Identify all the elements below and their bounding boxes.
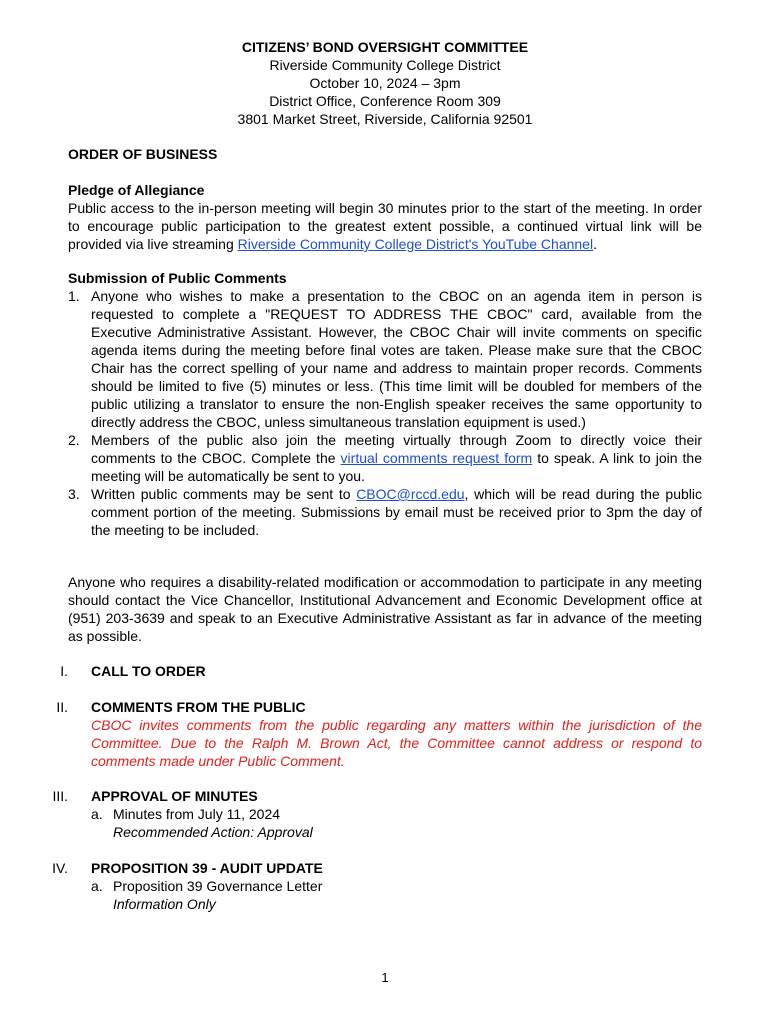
section-numeral: II. — [56, 699, 68, 715]
list-item-text: Members of the public also join the meeting virtually through Zoom to directly voice their comments to the CBOC. Complete the — [91, 432, 702, 466]
agenda-item-letter: a. — [91, 806, 103, 822]
list-item-number: 1. — [68, 288, 80, 304]
pledge-section — [68, 181, 702, 253]
district-name: Riverside Community College District — [269, 57, 501, 73]
agenda-item-letter: a. — [91, 878, 103, 894]
cboc-email-link[interactable]: CBOC@rccd.edu — [356, 486, 465, 502]
pledge-text-end: . — [593, 236, 597, 252]
public-comments-heading: Submission of Public Comments — [68, 270, 287, 286]
meeting-date: October 10, 2024 – 3pm — [309, 75, 461, 91]
pledge-text — [68, 199, 702, 253]
agenda-item-text: Proposition 39 Governance Letter — [113, 878, 323, 894]
committee-title: CITIZENS’ BOND OVERSIGHT COMMITTEE — [241, 39, 529, 55]
list-item-number: 3. — [68, 486, 80, 502]
section-numeral: I. — [60, 663, 68, 679]
virtual-comments-form-link[interactable]: virtual comments request form — [340, 450, 533, 466]
agenda-item-text: Minutes from July 11, 2024 — [113, 806, 281, 822]
list-item-text-end: , which will be read during the public comment portion of the meeting. Submissions by email must be received prior to 3pm the day of the meeting to be included. — [91, 486, 703, 538]
agenda-header — [0, 38, 770, 128]
section-title: APPROVAL OF MINUTES — [91, 788, 258, 804]
agenda-item — [91, 877, 702, 913]
youtube-channel-link[interactable]: Riverside Community College District's YouTube Channel — [237, 236, 594, 252]
list-item — [68, 431, 702, 485]
list-item-text: Anyone who wishes to make a presentation to the CBOC on an agenda item in person is requested to complete a "REQUEST TO ADDRESS THE CBOC" card, available from the Executive Administrative Assistant. However, the CBOC Chair will invite comments on specific agenda items during the meeting before final votes are taken. Please make sure that the CBOC Chair has the correct spelling of your name and address to maintain proper records. Comments should be limited to five (5) minutes or less. (This time limit will be doubled for members of the public utilizing a translator to ensure the non-English speaker receives the same opportunity to directly address the CBOC, unless simultaneous translation equipment is used.) — [91, 288, 702, 430]
accommodation-notice: Anyone who requires a disability-related modification or accommodation to participate in any meeting should contact the Vice Chancellor, Institutional Advancement and Economic Development office at (951) 203-3639 and speak to an Executive Administrative Assistant as far in advance of the meeting as possible. — [68, 574, 702, 644]
section-numeral: III. — [52, 788, 68, 804]
public-comments-section — [68, 269, 702, 539]
list-item-number: 2. — [68, 432, 80, 448]
list-item — [68, 287, 702, 431]
section-title: PROPOSITION 39 - AUDIT UPDATE — [91, 860, 323, 876]
public-comment-note: CBOC invites comments from the public regarding any matters within the jurisdiction of the Committee. Due to the Ralph M. Brown Act, the Committee cannot address or respond to comments made under Public Comment. — [91, 717, 702, 769]
page-number: 1 — [381, 970, 389, 985]
section-title: COMMENTS FROM THE PUBLIC — [91, 699, 306, 715]
meeting-address: 3801 Market Street, Riverside, California 92501 — [237, 111, 533, 127]
order-of-business-heading: ORDER OF BUSINESS — [68, 146, 218, 162]
agenda-item-action: Information Only — [113, 896, 216, 912]
list-item — [68, 485, 702, 539]
agenda-item-action: Recommended Action: Approval — [113, 824, 313, 840]
section-numeral: IV. — [52, 860, 68, 876]
pledge-text-main: Public access to the in-person meeting will begin 30 minutes prior to the start of the meeting. In order to encourage public participation to the greatest extent possible, a continued virtual link will be provided via live streaming — [68, 200, 702, 252]
meeting-location: District Office, Conference Room 309 — [269, 93, 501, 109]
list-item-text-end: to speak. A link to join the meeting will be automatically be sent to you. — [91, 450, 702, 484]
section-title: CALL TO ORDER — [91, 663, 206, 679]
agenda-item — [91, 805, 702, 841]
pledge-heading: Pledge of Allegiance — [68, 182, 205, 198]
list-item-text: Written public comments may be sent to — [91, 486, 357, 502]
public-comments-list — [68, 287, 702, 539]
